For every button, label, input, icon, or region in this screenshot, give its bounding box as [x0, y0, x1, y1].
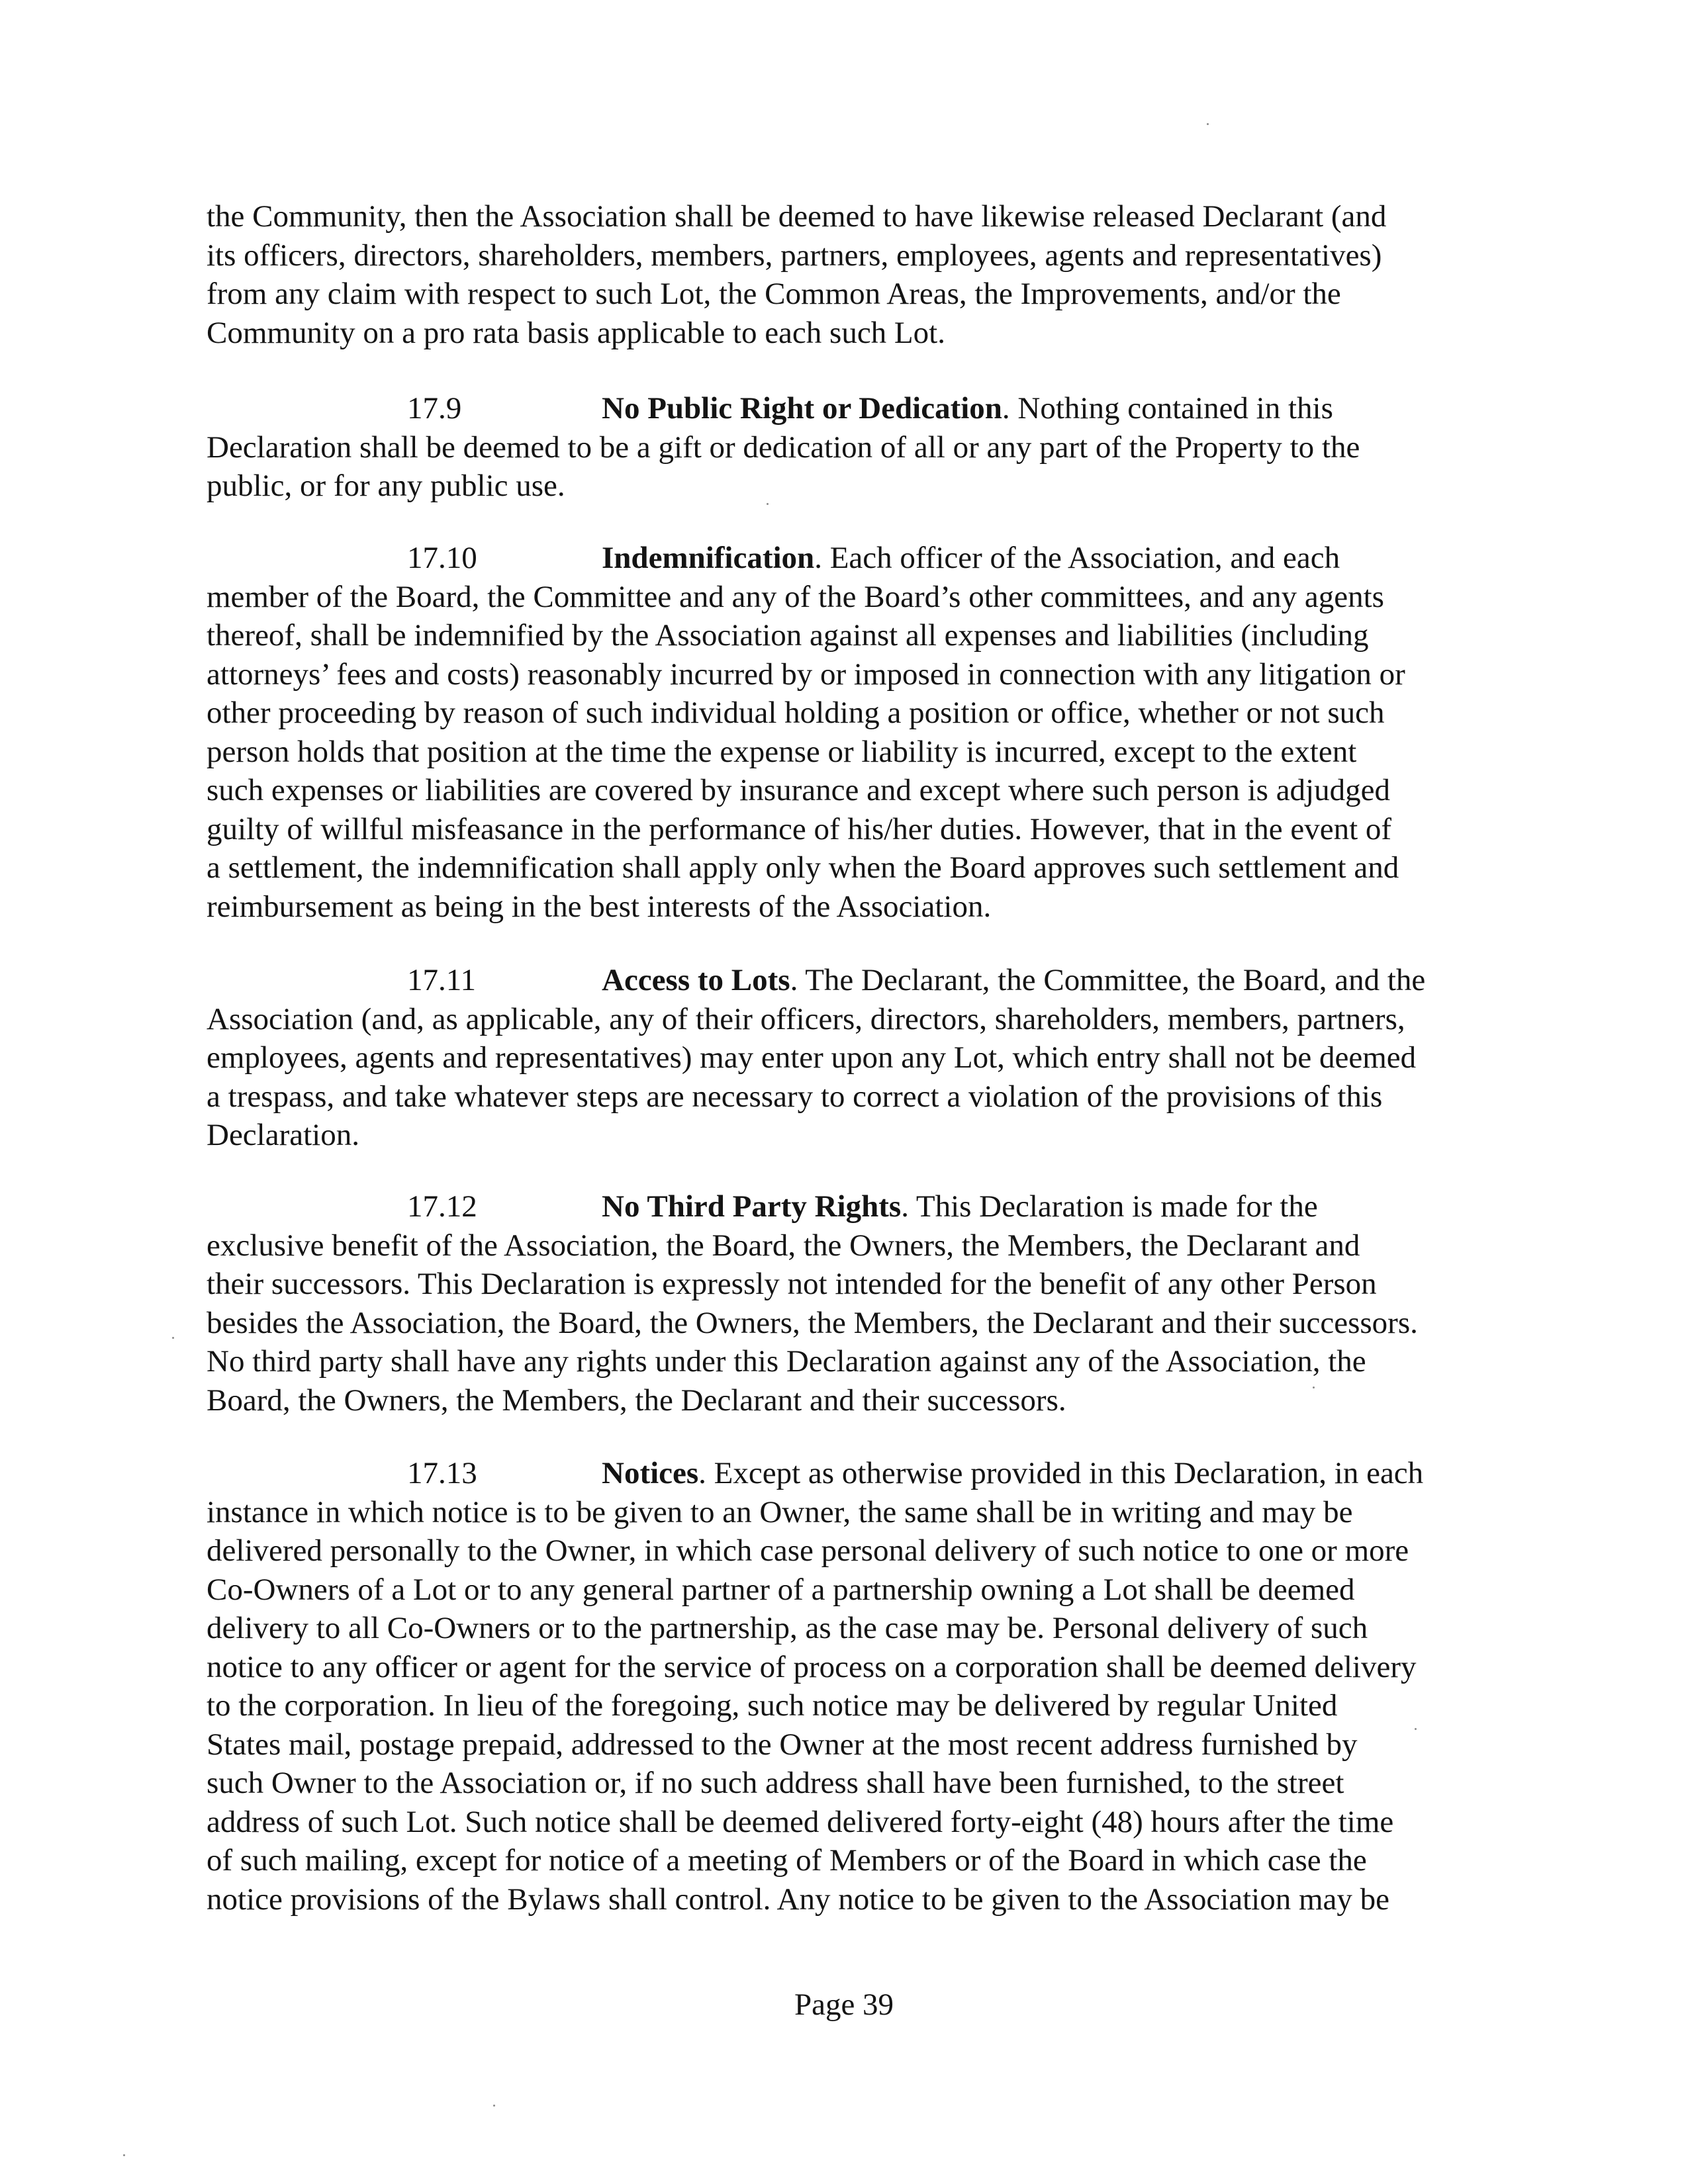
section-17-11 — [207, 961, 1507, 1155]
text-line: exclusive benefit of the Association, the Board, the Owners, the Members, the Declarant and — [207, 1228, 1360, 1263]
text-line: thereof, shall be indemnified by the Association against all expenses and liabilities (including — [207, 618, 1369, 653]
scan-speck — [172, 1337, 174, 1339]
section-heading-line — [207, 961, 1507, 1000]
scan-speck — [493, 2105, 495, 2107]
text-line: notice to any officer or agent for the service of process on a corporation shall be deemed delivery — [207, 1649, 1417, 1684]
section-17-12 — [207, 1187, 1507, 1420]
text-line: delivery to all Co-Owners or to the partnership, as the case may be. Personal delivery of such — [207, 1611, 1368, 1645]
text-line: such Owner to the Association or, if no such address shall have been furnished, to the street — [207, 1766, 1344, 1800]
text-line: States mail, postage prepaid, addressed to the Owner at the most recent address furnished by — [207, 1727, 1358, 1762]
text-line: Co-Owners of a Lot or to any general partner of a partnership owning a Lot shall be deemed — [207, 1572, 1355, 1607]
text-line: a trespass, and take whatever steps are necessary to correct a violation of the provisions of this — [207, 1079, 1383, 1114]
text-line: No third party shall have any rights under this Declaration against any of the Association, the — [207, 1344, 1366, 1379]
text-line: a settlement, the indemnification shall apply only when the Board approves such settlement and — [207, 850, 1399, 885]
scan-speck — [1415, 1728, 1417, 1730]
text-line: reimbursement as being in the best interests of the Association. — [207, 889, 992, 924]
scan-speck — [767, 503, 769, 505]
text-line: notice provisions of the Bylaws shall control. Any notice to be given to the Association may be — [207, 1882, 1390, 1917]
section-first-line-text: . The Declarant, the Committee, the Board, and the — [790, 963, 1426, 997]
text-line: attorneys’ fees and costs) reasonably incurred by or imposed in connection with any litigation or — [207, 657, 1405, 692]
paragraph-continuation — [207, 197, 1507, 352]
section-number: 17.11 — [407, 963, 477, 997]
scan-speck — [1313, 1387, 1315, 1388]
scan-speck — [1207, 123, 1209, 125]
text-line: other proceeding by reason of such individual holding a position or office, whether or not such — [207, 696, 1385, 730]
section-title: No Public Right or Dedication — [602, 391, 1002, 426]
text-line: of such mailing, except for notice of a meeting of Members or of the Board in which case the — [207, 1843, 1367, 1878]
section-heading-line — [207, 539, 1507, 578]
section-first-line-text: . This Declaration is made for the — [901, 1189, 1318, 1224]
section-title: Notices — [602, 1456, 699, 1490]
text-line: delivered personally to the Owner, in which case personal delivery of such notice to one or more — [207, 1533, 1409, 1568]
text-line: from any claim with respect to such Lot, the Common Areas, the Improvements, and/or the — [207, 277, 1341, 311]
section-heading — [602, 389, 1333, 428]
text-line: Association (and, as applicable, any of their officers, directors, shareholders, members, partners, — [207, 1001, 1405, 1036]
section-heading — [602, 1454, 1423, 1493]
text-line: guilty of willful misfeasance in the performance of his/her duties. However, that in the event of — [207, 811, 1392, 846]
section-17-10 — [207, 539, 1507, 926]
text-line: public, or for any public use. — [207, 469, 565, 503]
section-number: 17.13 — [407, 1456, 477, 1490]
text-line: such expenses or liabilities are covered by insurance and except where such person is adjudged — [207, 773, 1390, 807]
section-first-line-text: . Except as otherwise provided in this Declaration, in each — [698, 1456, 1424, 1490]
text-line: to the corporation. In lieu of the foregoing, such notice may be delivered by regular United — [207, 1688, 1338, 1723]
scan-speck — [123, 2154, 125, 2156]
text-line: besides the Association, the Board, the Owners, the Members, the Declarant and their successors. — [207, 1305, 1418, 1340]
section-heading — [602, 961, 1425, 1000]
text-line: their successors. This Declaration is expressly not intended for the benefit of any other Person — [207, 1267, 1377, 1301]
text-line: Board, the Owners, the Members, the Declarant and their successors. — [207, 1383, 1066, 1418]
section-heading-line — [207, 389, 1507, 428]
section-first-line-text: . Nothing contained in this — [1002, 391, 1333, 426]
text-line: person holds that position at the time the expense or liability is incurred, except to the extent — [207, 734, 1357, 769]
text-line: address of such Lot. Such notice shall be deemed delivered forty-eight (48) hours after the time — [207, 1804, 1394, 1839]
section-number: 17.10 — [407, 541, 477, 575]
section-number: 17.12 — [407, 1189, 477, 1224]
section-title: Indemnification — [602, 541, 815, 575]
text-line: its officers, directors, shareholders, members, partners, employees, agents and representatives) — [207, 238, 1382, 273]
section-heading — [602, 539, 1340, 578]
text-line: Community on a pro rata basis applicable to each such Lot. — [207, 315, 945, 350]
text-line: the Community, then the Association shall be deemed to have likewise released Declarant (and — [207, 199, 1387, 234]
section-17-9 — [207, 389, 1507, 506]
section-first-line-text: . Each officer of the Association, and each — [814, 541, 1340, 575]
section-heading-line — [207, 1454, 1507, 1493]
section-title: Access to Lots — [602, 963, 790, 997]
text-line: employees, agents and representatives) may enter upon any Lot, which entry shall not be deemed — [207, 1040, 1417, 1075]
text-line: Declaration shall be deemed to be a gift or dedication of all or any part of the Property to the — [207, 430, 1360, 465]
section-heading-line — [207, 1187, 1507, 1226]
text-line: instance in which notice is to be given to an Owner, the same shall be in writing and may be — [207, 1494, 1353, 1529]
section-17-13 — [207, 1454, 1507, 1919]
section-number: 17.9 — [407, 391, 462, 426]
page-number: Page 39 — [794, 1987, 894, 2022]
section-heading — [602, 1187, 1318, 1226]
text-line: Declaration. — [207, 1118, 359, 1152]
section-title: No Third Party Rights — [602, 1189, 902, 1224]
text-line: member of the Board, the Committee and any of the Board’s other committees, and any agents — [207, 579, 1384, 614]
